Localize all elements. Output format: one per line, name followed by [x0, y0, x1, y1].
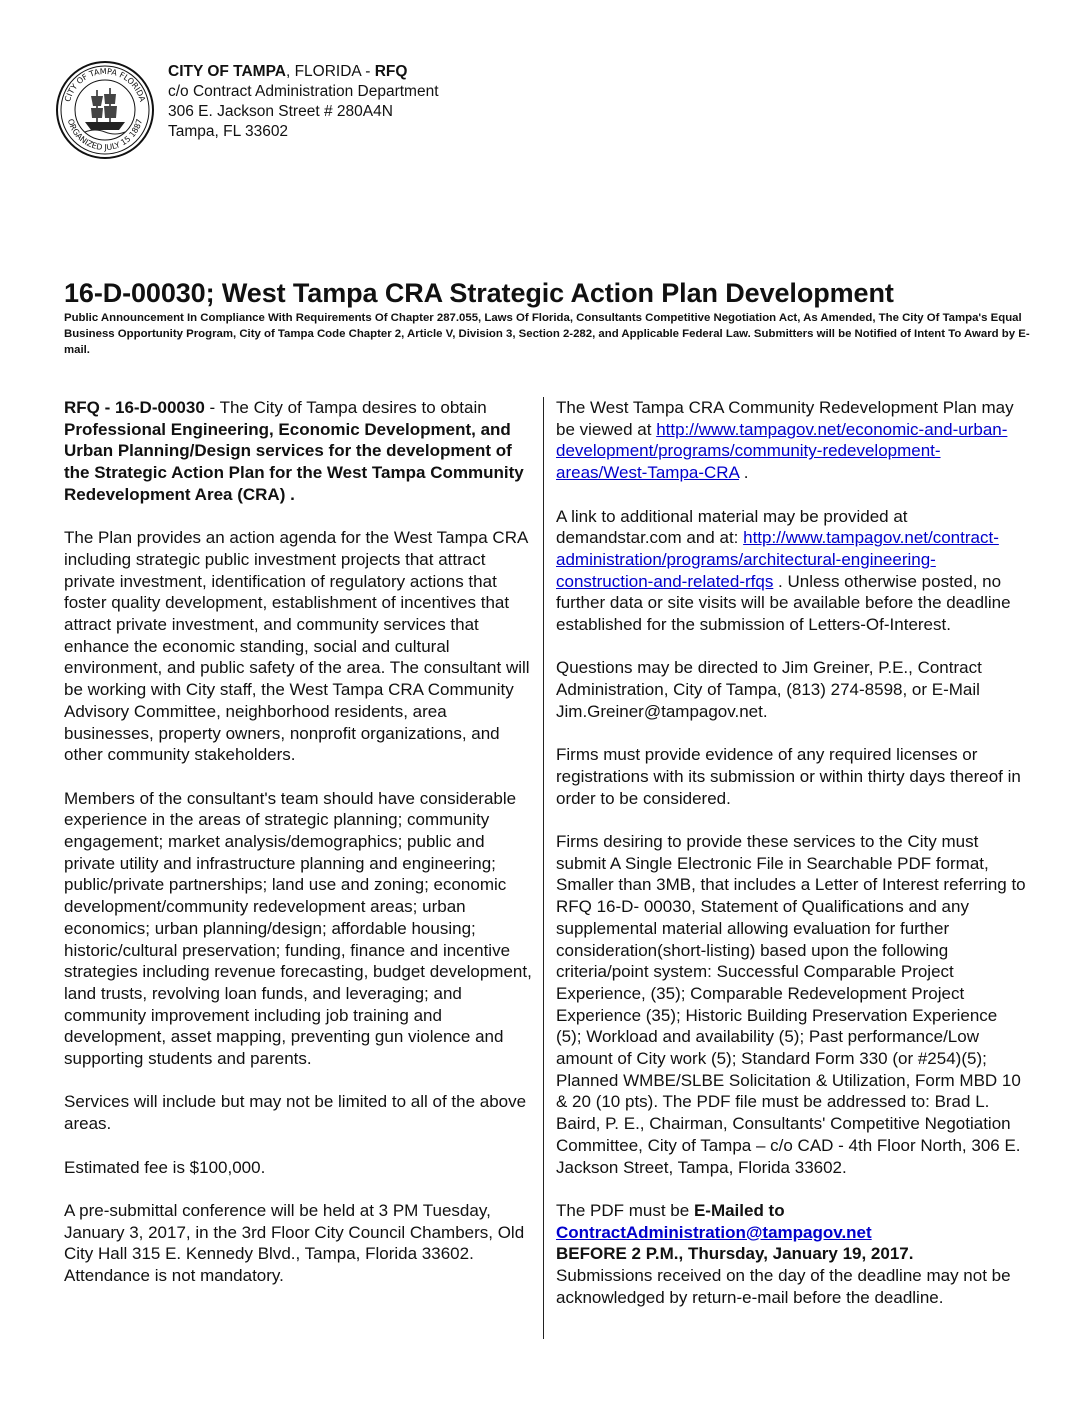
org-name: CITY OF TAMPA — [168, 63, 286, 80]
address-block — [168, 62, 439, 142]
rfq-label: RFQ — [374, 63, 408, 80]
questions-contact: Questions may be directed to Jim Greiner, P.E., Contract Administration, City of Tampa, (813) 274-8598, or E-Mail Jim.Greiner@tampagov.net. — [556, 658, 982, 721]
city-seal-logo — [55, 60, 155, 160]
team-experience: Members of the consultant's team should have considerable experience in the areas of strategic planning; community engagement; market analysis/demographics; public and private utility and infrastructure planning and engineering; public/private partnerships; land use and zoning; economic development/community redevelopment areas; urban economics; urban planning/design; affordable housing; historic/cultural preservation; funding, finance and incentive strategies including revenue forecasting, budget development, land trusts, revolving loan funds, and leveraging; and community improvement including job training and development, asset mapping, preventing gun violence and supporting students and parents. — [64, 788, 532, 1069]
plan-link-paragraph — [556, 397, 1026, 484]
svg-text:CITY OF TAMPA FLORIDA: CITY OF TAMPA FLORIDA — [63, 66, 147, 103]
compliance-notice: Public Announcement In Compliance With Requirements Of Chapter 287.055, Laws Of Florida, Consultants Competitive Negotiation Act, As Amended, The City Of Tampa's Equal Business Opportunity Program, City of Tampa Code Chapter 2, Article V, Division 3, Section 2-282, and Applicable Federal Law. Submitters will be Notified of Intent To Award by E-mail. — [64, 312, 1030, 356]
additional-material-text: A link to additional material may be provided at demandstar.com and at: — [556, 506, 908, 548]
licenses-requirement: Firms must provide evidence of any required licenses or registrations with its submission or within thirty days thereof in order to be considered. — [556, 745, 1021, 808]
right-column — [556, 397, 1026, 1308]
pre-submittal-conference: A pre-submittal conference will be held at 3 PM Tuesday, January 3, 2017, in the 3rd Floor City Council Chambers, Old City Hall 315 E. Kennedy Blvd., Tampa, Florida 33602. Attendance is not mandatory. — [64, 1200, 525, 1286]
rfq-intro-text: - The City of Tampa desires to obtain — [204, 398, 487, 417]
plan-description: The Plan provides an action agenda for the West Tampa CRA including strategic public investment projects that attract private investment, identification of regulatory actions that foster quality development, establishment of incentives that attract private investment, and community services that enhance the economic standing, social and cultural environment, and public safety of the area. The consultant will be working with City staff, the West Tampa CRA Community Advisory Committee, neighborhood residents, area businesses, property owners, nonprofit organizations, and other community stakeholders. — [64, 528, 530, 765]
estimated-fee: Estimated fee is $100,000. — [64, 1157, 266, 1177]
city-state-zip: Tampa, FL 33602 — [168, 123, 289, 140]
department: c/o Contract Administration Department — [168, 83, 439, 100]
additional-material-link[interactable]: http://www.tampagov.net/contract-administration/programs/architectural-engineering-construction-and-related-rfqs — [556, 528, 999, 591]
deadline-paragraph — [556, 1200, 1026, 1309]
deadline: BEFORE 2 P.M., Thursday, January 19, 2017. — [556, 1244, 914, 1264]
additional-material-paragraph — [556, 506, 1026, 636]
rfq-number: RFQ - 16-D-00030 — [64, 398, 205, 417]
plan-link-end: . — [738, 463, 749, 483]
rfq-intro — [64, 397, 534, 506]
submission-instructions: Firms desiring to provide these services to the City must submit A Single Electronic File in Searchable PDF format, Smaller than 3MB, that includes a Letter of Interest referring to RFQ 16-D- 00030, Statement of Qualifications and any supplemental material allowing evaluation for further consideration(short-listing) based upon the following criteria/point system: Successful Comparable Project Experience, (35); Comparable Redevelopment Project Experience (35); Historic Building Preservation Experience (5); Workload and availability (5); Past performance/Low amount of City work (5); Standard Form 330 (or #254)(5); Planned WMBE/SLBE Solicitation & Utilization, Form MBD 10 & 20 (10 pts). The PDF file must be addressed to: Brad L. Baird, P. E., Chairman, Consultants' Competitive Negotiation Committee, City of Tampa – c/o CAD - 4th Floor North, 306 E. Jackson Street, Tampa, Florida 33602. — [556, 832, 1026, 1177]
email-instruction: The PDF must be — [556, 1200, 694, 1220]
additional-material-end: . Unless otherwise posted, no further data or site visits will be available before the deadline established for the submission of Letters-Of-Interest. — [556, 571, 1011, 635]
svg-text:ORGANIZED JULY 15 1887: ORGANIZED JULY 15 1887 — [65, 117, 145, 153]
plan-link[interactable]: http://www.tampagov.net/economic-and-urban-development/programs/community-redevelopment-areas/West-Tampa-CRA — [556, 419, 1008, 483]
submission-email-link[interactable]: ContractAdministration@tampagov.net — [556, 1222, 872, 1242]
deadline-note: Submissions received on the day of the deadline may not be acknowledged by return-e-mail before the deadline. — [556, 1266, 1011, 1307]
org-state: , FLORIDA - — [285, 63, 375, 80]
plan-link-text: The West Tampa CRA Community Redevelopment Plan may be viewed at — [556, 398, 1014, 439]
email-instruction-bold: E-Mailed to — [693, 1200, 785, 1220]
column-divider — [543, 397, 544, 1339]
services-scope: Services will include but may not be limited to all of the above areas. — [64, 1092, 527, 1134]
services-sought: Professional Engineering, Economic Development, and Urban Planning/Design services for the development of the Strategic Action Plan for the West Tampa Community Redevelopment Area (CRA) . — [64, 419, 524, 504]
left-column — [64, 397, 534, 1308]
page-title: 16-D-00030; West Tampa CRA Strategic Action Plan Development — [64, 278, 894, 308]
street-address: 306 E. Jackson Street # 280A4N — [168, 103, 393, 120]
